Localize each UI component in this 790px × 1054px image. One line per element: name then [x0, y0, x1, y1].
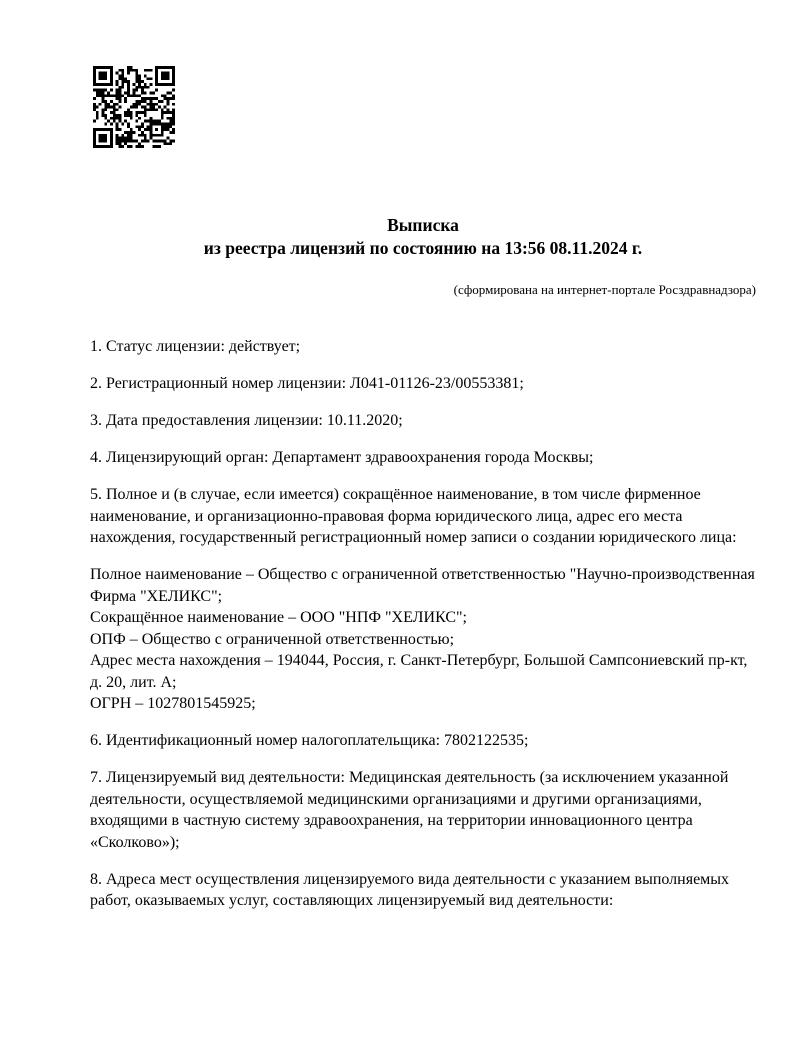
- document-paragraphs: [90, 336, 756, 912]
- paragraph: 2. Регистрационный номер лицензии: Л041-01126-23/00553381;: [90, 375, 524, 392]
- paragraph: 8. Адреса мест осуществления лицензируемого вида деятельности с указанием выполняемых работ, оказываемых услуг, составляющих лицензируемый вид деятельности:: [90, 870, 730, 909]
- qr-code-image: [93, 66, 175, 148]
- paragraph: 1. Статус лицензии: действует;: [90, 338, 301, 355]
- paragraph: 6. Идентификационный номер налогоплательщика: 7802122535;: [90, 732, 529, 749]
- paragraph: 3. Дата предоставления лицензии: 10.11.2020;: [90, 412, 403, 429]
- paragraph: 7. Лицензируемый вид деятельности: Медицинская деятельность (за исключением указанной деятельности, осуществляемой медицинскими организациями и другими организациями, входящими в частную систему здравоохранения, на территории инновационного центра «Сколково»);: [90, 769, 729, 851]
- document-title-line2: из реестра лицензий по состоянию на 13:56 08.11.2024 г.: [203, 238, 643, 258]
- paragraph: 5. Полное и (в случае, если имеется) сокращённое наименование, в том числе фирменное наименование, и организационно-правовая форма юридического лица, адрес его места нахождения, государственный регистрационный номер записи о создании юридического лица:: [90, 486, 737, 546]
- document-title: [90, 214, 756, 260]
- paragraph: Полное наименование – Общество с ограниченной ответственностью "Научно-производственная Фирма "ХЕЛИКС"; Сокращённое наименование – ООО "НПФ "ХЕЛИКС"; ОПФ – Общество с ограниченной ответственностью; Адрес места нахождения – 194044, Россия, г. Санкт-Петербург, Большой Сампсониевский пр-кт, д. 20, лит. А; ОГРН – 1027801545925;: [90, 566, 755, 712]
- document-subtitle: (сформирована на интернет-портале Росздравнадзора): [453, 282, 756, 297]
- document-title-line1: Выписка: [387, 215, 459, 235]
- paragraph: 4. Лицензирующий орган: Департамент здравоохранения города Москвы;: [90, 449, 594, 466]
- qr-code: [93, 66, 175, 148]
